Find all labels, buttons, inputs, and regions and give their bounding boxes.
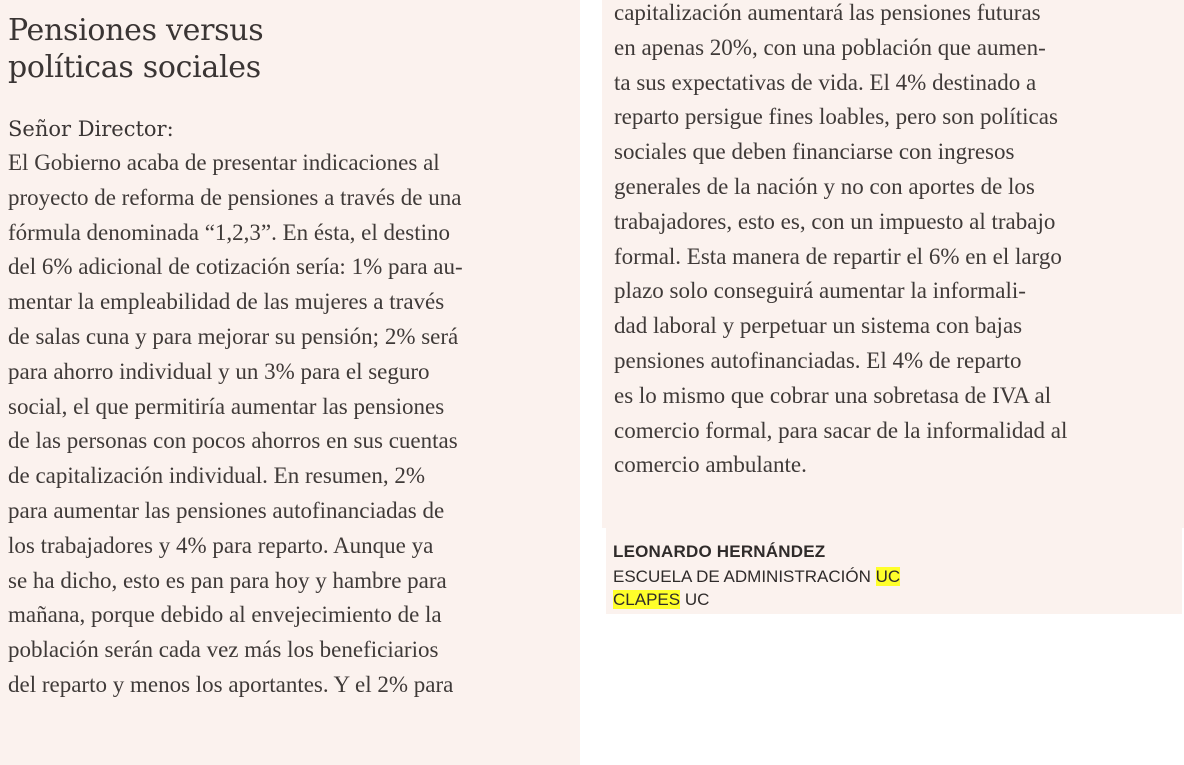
affiliation-2-highlighted-text: CLAPES	[613, 590, 681, 609]
right-column-text: capitalización aumentará las pensiones futuras en apenas 20%, con una población que aumen- ta sus expectativas de vida. El 4% destinado a reparto persigue fines loables, pero son políticas sociales que deben financiarse con ingresos generales de la nación y no con aportes de los trabajadores, esto es, con un impuesto al trabajo formal. Esta manera de repartir el 6% en el largo plazo solo conseguirá aumentar la informali- dad laboral y perpetuar un sistema con bajas pensiones autofinanciadas. El 4% de reparto es lo mismo que cobrar una sobretasa de IVA al comercio formal, para sacar de la informalidad al comercio ambulante.	[614, 0, 1068, 478]
article-title-line-2: políticas sociales	[8, 50, 261, 85]
left-column-text: El Gobierno acaba de presentar indicaciones al proyecto de reforma de pensiones a través de una fórmula denominada “1,2,3”. En ésta, el destino del 6% adicional de cotización sería: 1% para au- mentar la empleabilidad de las mujeres a través de salas cuna y para mejorar su pensión; 2% será para ahorro individual y un 3% para el seguro social, el que permitiría aumentar las pensiones de las personas con pocos ahorros en sus cuentas de capitalización individual. En resumen, 2% para aumentar las pensiones autofinanciadas de los trabajadores y 4% para reparto. Aunque ya se ha dicho, esto es pan para hoy y hambre para mañana, porque debido al envejecimiento de la población serán cada vez más los beneficiarios del reparto y menos los aportantes. Y el 2% para	[8, 150, 463, 697]
affiliation-1-highlighted-text: UC	[875, 567, 901, 586]
article-title-line-1: Pensiones versus	[8, 13, 264, 48]
affiliation-2-text: UC	[680, 590, 710, 609]
author-name: LEONARDO HERNÁNDEZ	[613, 542, 826, 561]
salutation: Señor Director:	[8, 117, 174, 141]
author-affiliation-2	[613, 589, 709, 611]
author-affiliation-1	[613, 566, 900, 588]
affiliation-1-text: ESCUELA DE ADMINISTRACIÓN	[613, 567, 876, 586]
article-title	[8, 12, 263, 86]
